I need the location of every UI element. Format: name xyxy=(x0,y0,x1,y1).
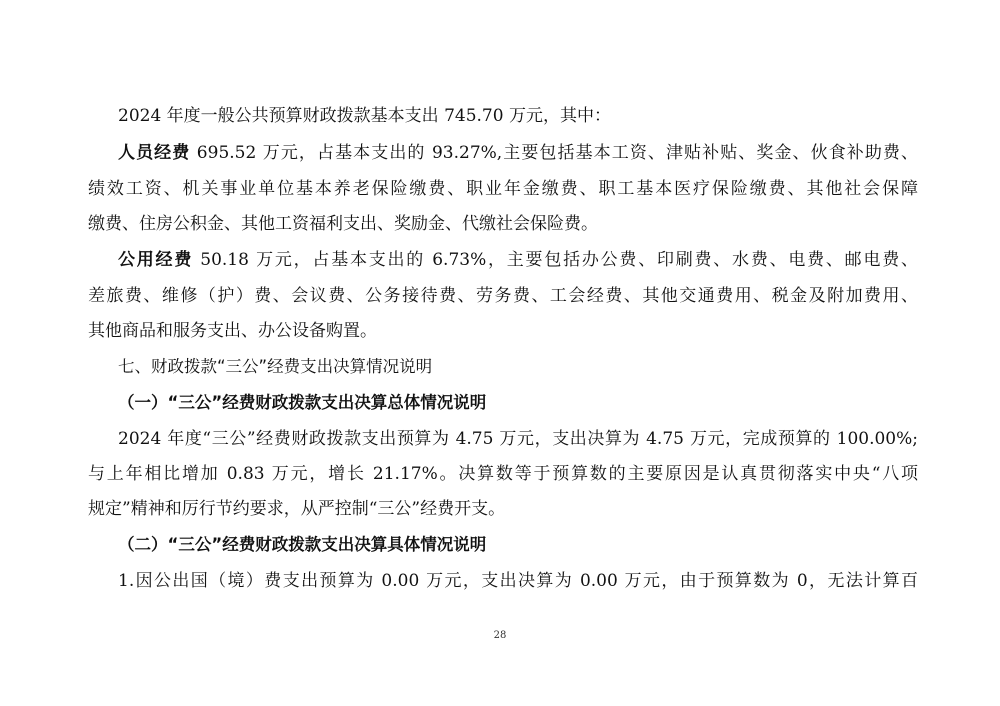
paragraph-personnel-line2: 绩效工资、机关事业单位基本养老保险缴费、职业年金缴费、职工基本医疗保险缴费、其他社会保障 xyxy=(88,179,918,199)
paragraph-public-line3: 其他商品和服务支出、办公设备购置。 xyxy=(88,321,377,341)
paragraph-basic-expenditure: 2024 年度一般公共预算财政拨款基本支出 745.70 万元，其中： xyxy=(118,106,611,126)
paragraph-sub1-line1: 2024 年度“三公”经费财政拨款支出预算为 4.75 万元，支出决算为 4.75 万元，完成预算的 100.00%; xyxy=(118,429,918,449)
paragraph-public-line2: 差旅费、维修（护）费、会议费、公务接待费、劳务费、工会经费、其他交通费用、税金及附加费用、 xyxy=(88,286,918,306)
subheading-2: （二）“三公”经费财政拨款支出决算具体情况说明 xyxy=(118,535,487,554)
paragraph-public-line1 xyxy=(118,249,918,271)
public-label: 公用经费 xyxy=(118,250,194,270)
paragraph-personnel-line1 xyxy=(118,142,918,164)
page-number: 28 xyxy=(493,630,507,641)
paragraph-sub1-line2: 与上年相比增加 0.83 万元，增长 21.17%。决算数等于预算数的主要原因是认真贯彻落实中央“八项 xyxy=(88,464,918,484)
paragraph-personnel-line3: 缴费、住房公积金、其他工资福利支出、奖励金、代缴社会保险费。 xyxy=(88,214,598,234)
section-heading-7: 七、财政拨款“三公”经费支出决算情况说明 xyxy=(118,357,433,376)
paragraph-sub1-line3: 规定”精神和厉行节约要求，从严控制“三公”经费开支。 xyxy=(88,499,506,519)
subheading-1: （一）“三公”经费财政拨款支出决算总体情况说明 xyxy=(118,393,487,412)
personnel-label: 人员经费 xyxy=(118,143,191,163)
paragraph-sub2-line1: 1.因公出国（境）费支出预算为 0.00 万元，支出决算为 0.00 万元，由于预算数为 0，无法计算百 xyxy=(118,571,918,591)
personnel-text: 695.52 万元，占基本支出的 93.27%,主要包括基本工资、津贴补贴、奖金、伙食补助费、 xyxy=(190,143,918,163)
public-text: 50.18 万元，占基本支出的 6.73%，主要包括办公费、印刷费、水费、电费、邮电费、 xyxy=(193,250,918,270)
